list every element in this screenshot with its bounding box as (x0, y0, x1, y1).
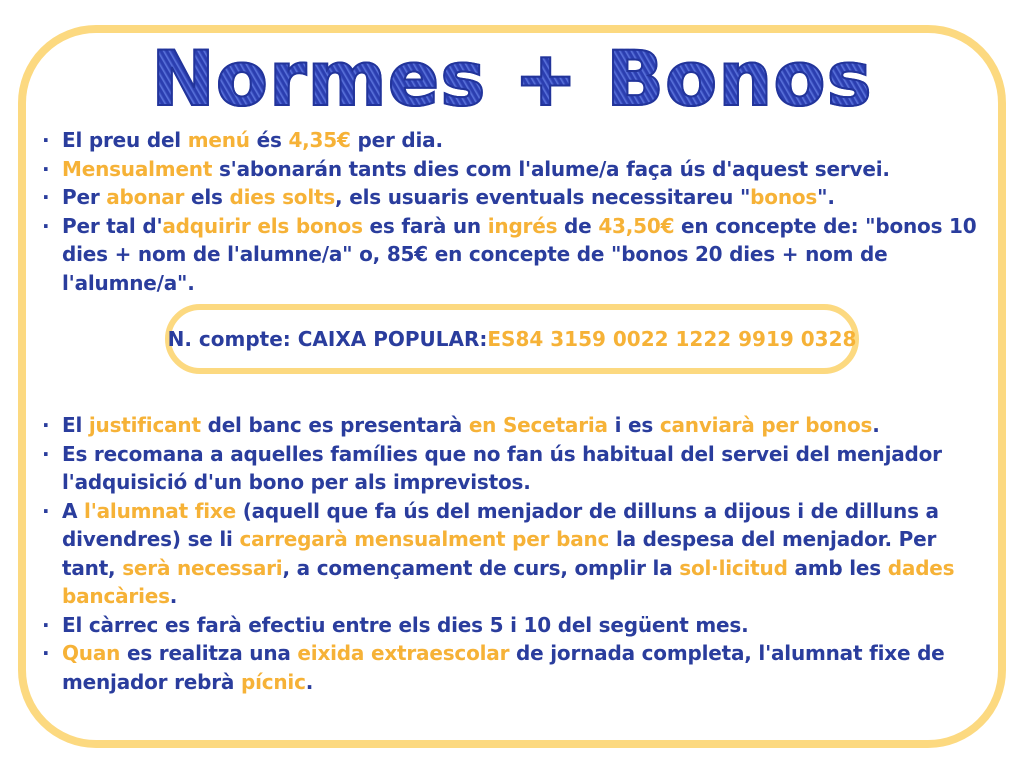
rule-item (42, 611, 977, 640)
highlighted-text: justificant (88, 413, 201, 437)
highlighted-text: dies solts (229, 185, 336, 209)
bullet-dot: · (42, 441, 50, 466)
rule-text: ". (817, 185, 835, 209)
rule-text: els (184, 185, 230, 209)
rule-text: El preu del (62, 128, 188, 152)
rules-list-top (42, 126, 977, 297)
rule-text: Per tal d' (62, 213, 163, 238)
highlighted-text: bonos (750, 185, 818, 209)
highlighted-text: canviarà per bonos (659, 413, 873, 437)
rule-text: de (557, 213, 599, 238)
rule-text: , a començament de curs, omplir la (282, 555, 680, 580)
bullet-dot: · (42, 612, 50, 637)
rule-text: i es (607, 413, 660, 437)
highlighted-text: Quan (62, 641, 121, 665)
bullet-dot: · (42, 498, 50, 523)
rule-text: es realitza una (120, 641, 298, 665)
rule-text: . (305, 669, 314, 694)
rule-text: és (249, 128, 289, 152)
highlighted-text: l'alumnat fixe (84, 498, 236, 523)
rule-text: A (62, 498, 85, 523)
bullet-dot: · (42, 413, 50, 437)
highlighted-text: serà necessari (122, 555, 283, 580)
rule-text: El (62, 413, 89, 437)
rule-text: per dia. (350, 128, 443, 152)
rule-text: amb les (787, 555, 888, 580)
highlighted-text: ingrés (487, 213, 558, 238)
rule-text: . (872, 413, 880, 437)
highlighted-text: sol·licitud (679, 555, 788, 580)
bullet-dot: · (42, 185, 50, 209)
bullet-dot: · (42, 213, 50, 238)
rule-text: . (169, 584, 178, 608)
rule-text: Per (62, 185, 107, 209)
rule-text: es farà un (362, 213, 488, 238)
bank-account-box (165, 304, 859, 374)
rule-text: la despesa del menjador. Per tant, (62, 527, 937, 580)
rule-text: (aquell que fa ús del menjador de dilluns a dijous i de dilluns a divendres) se li (62, 498, 939, 551)
account-iban: ES84 3159 0022 1222 9919 0328 (487, 327, 857, 351)
rule-item (42, 639, 977, 696)
bullet-dot: · (42, 641, 50, 665)
rule-text: Es recomana a aquelles famílies que no fan ús habitual del servei del menjador l'adquisició d'un bono per als imprevistos. (62, 441, 942, 494)
rule-text: en concepte de: "bonos 10 dies + nom de l'alumne/a" o, 85€ en concepte de "bonos 20 dies + nom de l'alumne/a". (62, 213, 977, 295)
rule-text: del banc es presentarà (200, 413, 469, 437)
account-label: N. compte: CAIXA POPULAR: (167, 327, 488, 351)
rule-item (42, 497, 977, 611)
highlighted-text: 43,50€ (598, 213, 675, 238)
rules-list-bottom (42, 411, 977, 696)
highlighted-text: adquirir els bonos (162, 213, 363, 238)
rule-text: El càrrec es farà efectiu entre els dies 5 i 10 del següent mes. (62, 612, 749, 637)
highlighted-text: eixida extraescolar (297, 641, 510, 665)
rule-item (42, 155, 977, 184)
rule-item (42, 440, 977, 497)
bullet-dot: · (42, 156, 50, 181)
rule-item (42, 212, 977, 298)
rule-item (42, 411, 977, 440)
rule-item (42, 183, 977, 212)
rule-text: s'abonarán tants dies com l'alume/a faça ús d'aquest servei. (212, 156, 890, 181)
highlighted-text: pícnic (240, 669, 306, 694)
highlighted-text: en Secetaria (468, 413, 608, 437)
highlighted-text: 4,35€ (288, 128, 351, 152)
highlighted-text: menú (187, 128, 250, 152)
highlighted-text: Mensualment (62, 156, 213, 181)
bullet-dot: · (42, 128, 50, 152)
rule-text: de jornada completa, l'alumnat fixe de menjador rebrà (62, 641, 945, 694)
highlighted-text: abonar (106, 185, 185, 209)
rule-text: , els usuaris eventuals necessitareu " (335, 185, 751, 209)
highlighted-text: dades bancàries (62, 555, 955, 608)
rule-item (42, 126, 977, 155)
highlighted-text: carregarà mensualment per banc (239, 527, 610, 551)
page-title: Normes + Bonos (0, 34, 1024, 124)
